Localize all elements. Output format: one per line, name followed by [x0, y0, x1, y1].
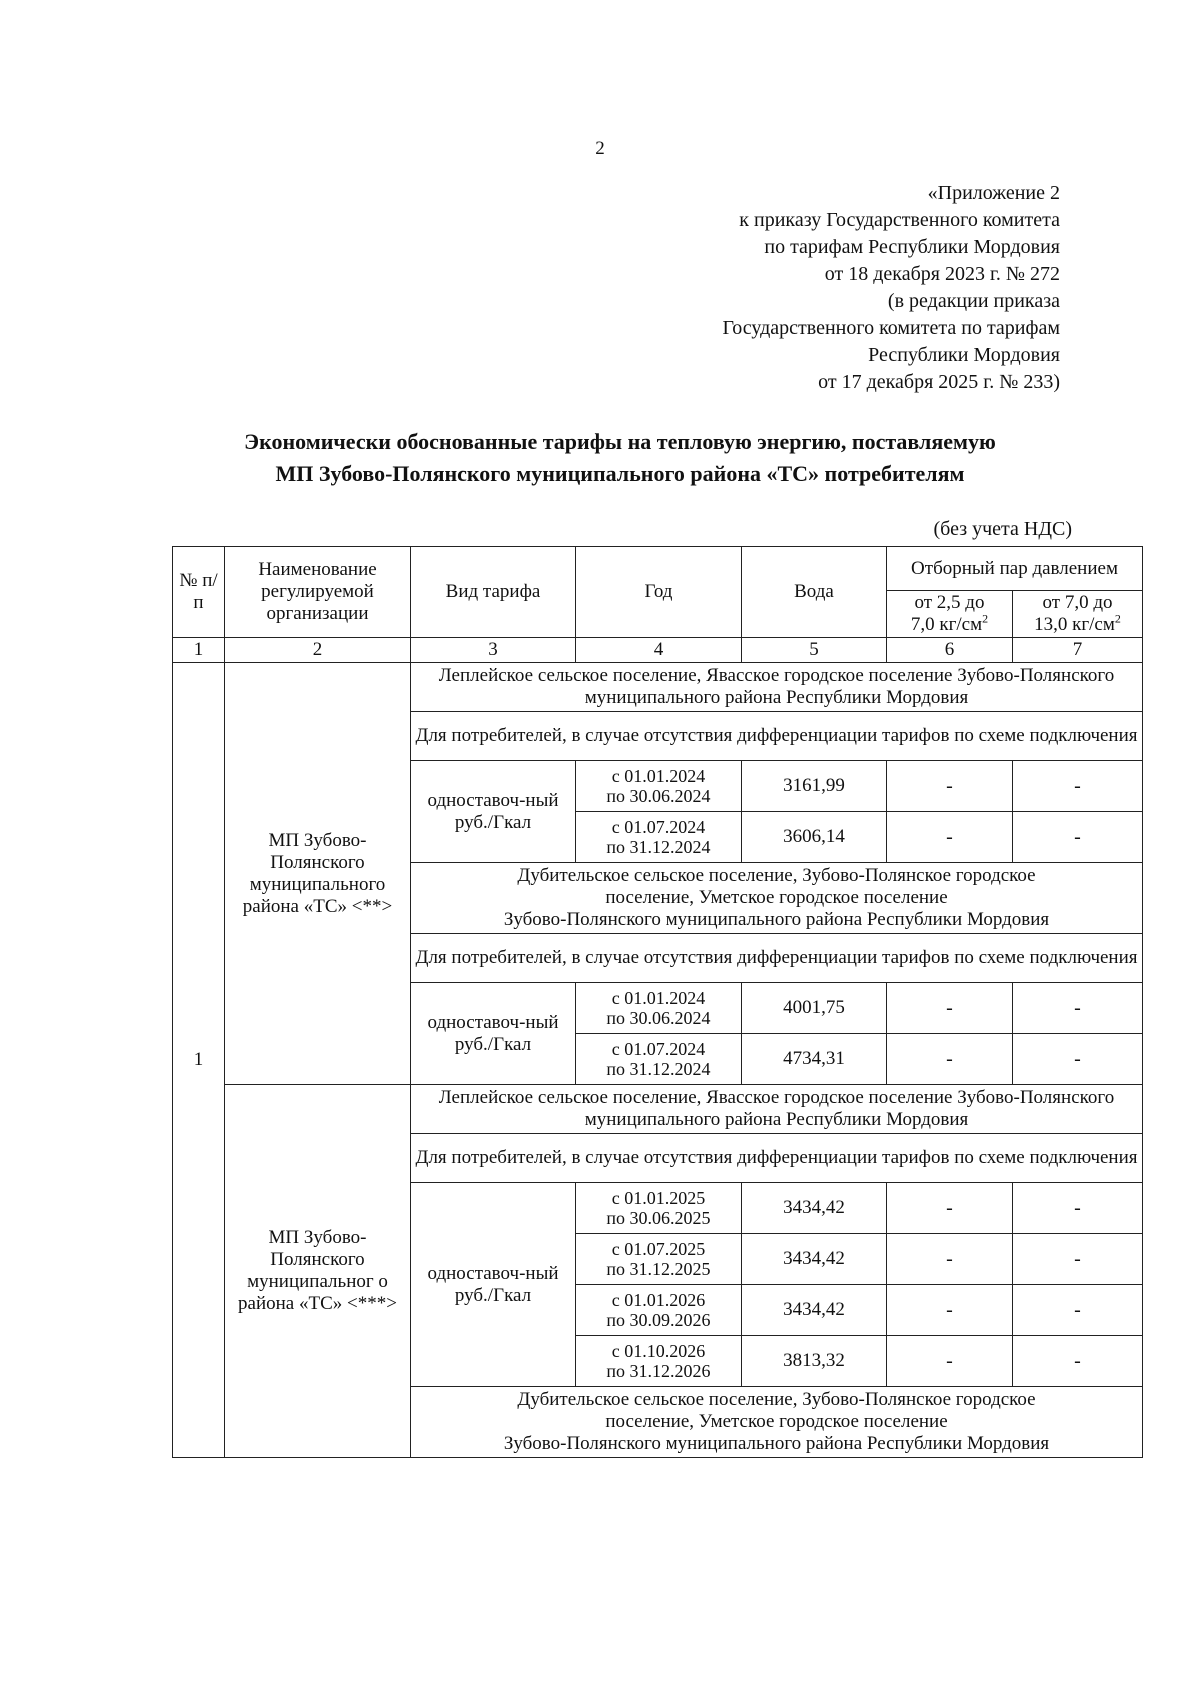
appendix-line: от 17 декабря 2025 г. № 233): [818, 371, 1060, 393]
period-cell: с 01.01.2025 по 30.06.2025: [576, 1183, 742, 1234]
steam-low-value: -: [887, 1034, 1013, 1085]
consumers-label: Для потребителей, в случае отсутствия дифференциации тарифов по схеме подключения: [411, 712, 1143, 761]
steam-high-value: -: [1013, 1234, 1143, 1285]
table-row: [173, 1085, 1143, 1134]
period-cell: с 01.01.2024 по 30.06.2024: [576, 983, 742, 1034]
water-value: 3161,99: [742, 761, 887, 812]
header-year: Год: [576, 547, 742, 638]
appendix-line: по тарифам Республики Мордовия: [764, 236, 1060, 258]
zone-label: Леплейское сельское поселение, Явасское городское поселение Зубово-Полянского муниципального района Республики Мордовия: [411, 663, 1143, 712]
steam-low-value: -: [887, 812, 1013, 863]
column-number-row: [173, 638, 1143, 663]
header-num: № п/п: [173, 547, 225, 638]
consumers-label: Для потребителей, в случае отсутствия дифференциации тарифов по схеме подключения: [411, 1134, 1143, 1183]
period-cell: с 01.07.2024 по 31.12.2024: [576, 812, 742, 863]
column-number: 6: [887, 638, 1013, 663]
appendix-line: к приказу Государственного комитета: [739, 209, 1060, 231]
steam-low-value: -: [887, 1183, 1013, 1234]
zone-label: Леплейское сельское поселение, Явасское городское поселение Зубово-Полянского муниципального района Республики Мордовия: [411, 1085, 1143, 1134]
water-value: 3434,42: [742, 1234, 887, 1285]
steam-high-value: -: [1013, 983, 1143, 1034]
header-org: Наименование регулируемой организации: [225, 547, 411, 638]
header-steam-high: от 7,0 до 13,0 $кг/см^2$: [1013, 591, 1143, 638]
steam-high-value: -: [1013, 1183, 1143, 1234]
water-value: 3606,14: [742, 812, 887, 863]
steam-low-value: -: [887, 983, 1013, 1034]
appendix-line: «Приложение 2: [927, 182, 1060, 204]
steam-low-value: -: [887, 1336, 1013, 1387]
zone-label: Дубительское сельское поселение, Зубово-Полянское городское поселение, Уметское городское поселение Зубово-Полянского муниципального района Республики Мордовия: [411, 863, 1143, 934]
document-title: [140, 426, 1100, 490]
steam-high-value: -: [1013, 1285, 1143, 1336]
page-number: 2: [595, 138, 605, 159]
period-cell: с 01.07.2025 по 31.12.2025: [576, 1234, 742, 1285]
title-line-2: МП Зубово-Полянского муниципального района «ТС» потребителям: [275, 461, 965, 486]
water-value: 4734,31: [742, 1034, 887, 1085]
column-number: 3: [411, 638, 576, 663]
water-value: 4001,75: [742, 983, 887, 1034]
steam-low-value: -: [887, 1285, 1013, 1336]
tariff-type-cell: одноставоч-ный руб./Гкал: [411, 761, 576, 863]
header-tariff-type: Вид тарифа: [411, 547, 576, 638]
header-steam: Отборный пар давлением: [887, 547, 1143, 591]
header-steam-low: от 2,5 до 7,0 $кг/см^2$: [887, 591, 1013, 638]
appendix-line: Республики Мордовия: [868, 344, 1060, 366]
consumers-label: Для потребителей, в случае отсутствия дифференциации тарифов по схеме подключения: [411, 934, 1143, 983]
steam-high-value: -: [1013, 1336, 1143, 1387]
steam-high-value: -: [1013, 812, 1143, 863]
column-number: 4: [576, 638, 742, 663]
period-cell: с 01.01.2026 по 30.09.2026: [576, 1285, 742, 1336]
steam-low-value: -: [887, 1234, 1013, 1285]
water-value: 3434,42: [742, 1183, 887, 1234]
period-cell: с 01.01.2024 по 30.06.2024: [576, 761, 742, 812]
steam-high-value: -: [1013, 761, 1143, 812]
vat-note: (без учета НДС): [933, 518, 1072, 540]
column-number: 5: [742, 638, 887, 663]
column-number: 2: [225, 638, 411, 663]
water-value: 3813,32: [742, 1336, 887, 1387]
header-row: [173, 547, 1143, 591]
organization-name: МП Зубово-Полянского муниципального района «ТС» <**>: [225, 663, 411, 1085]
steam-high-value: -: [1013, 1034, 1143, 1085]
appendix-header: [722, 180, 1060, 396]
period-cell: с 01.10.2026 по 31.12.2026: [576, 1336, 742, 1387]
table-row: [173, 663, 1143, 712]
appendix-line: Государственного комитета по тарифам: [722, 317, 1060, 339]
appendix-line: (в редакции приказа: [887, 290, 1060, 312]
appendix-line: от 18 декабря 2023 г. № 272: [824, 263, 1060, 285]
row-number: 1: [173, 663, 225, 1458]
period-cell: с 01.07.2024 по 31.12.2024: [576, 1034, 742, 1085]
header-water: Вода: [742, 547, 887, 638]
column-number: 7: [1013, 638, 1143, 663]
zone-label: Дубительское сельское поселение, Зубово-Полянское городское поселение, Уметское городское поселение Зубово-Полянского муниципального района Республики Мордовия: [411, 1387, 1143, 1458]
tariff-type-cell: одноставоч-ный руб./Гкал: [411, 983, 576, 1085]
tariff-type-cell: одноставоч-ный руб./Гкал: [411, 1183, 576, 1387]
tariff-table: [172, 546, 1143, 1458]
water-value: 3434,42: [742, 1285, 887, 1336]
column-number: 1: [173, 638, 225, 663]
steam-low-value: -: [887, 761, 1013, 812]
organization-name: МП Зубово-Полянского муниципальног о района «ТС» <***>: [225, 1085, 411, 1458]
title-line-1: Экономически обоснованные тарифы на тепловую энергию, поставляемую: [244, 429, 996, 454]
